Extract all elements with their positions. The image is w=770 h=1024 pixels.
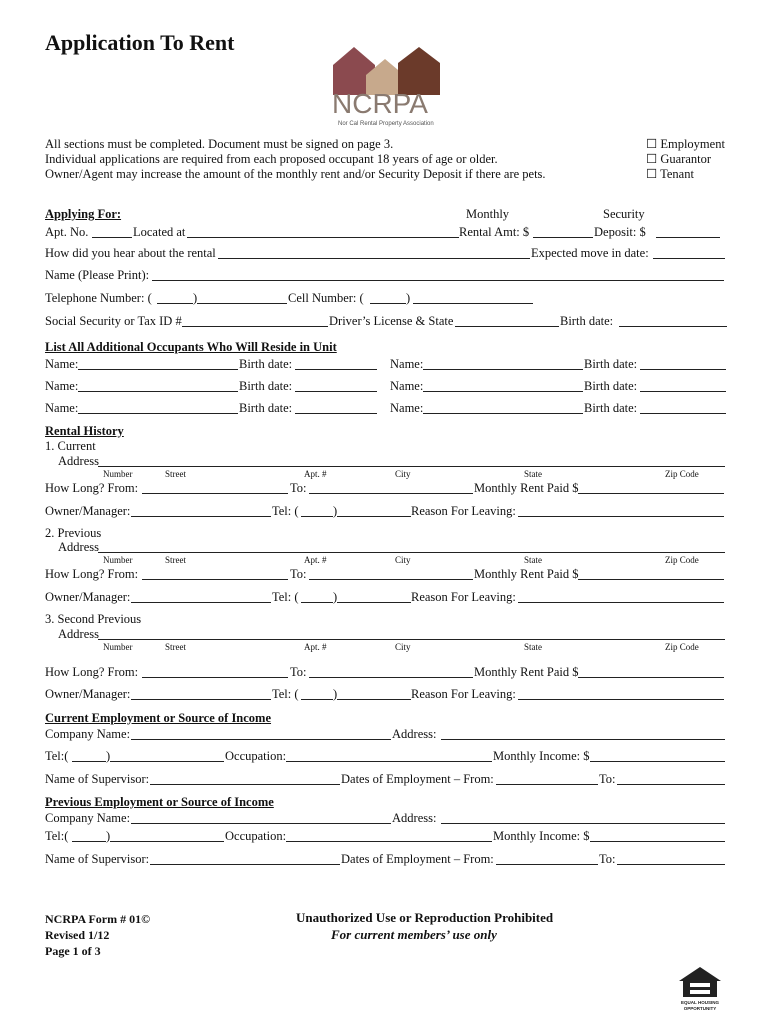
company-label: Company Name: bbox=[45, 727, 131, 741]
checkbox-tenant[interactable] bbox=[646, 167, 694, 181]
page-title: Application To Rent bbox=[45, 30, 235, 55]
how-long-to-field[interactable] bbox=[309, 481, 473, 494]
how-long-to-field[interactable] bbox=[309, 665, 473, 678]
owner-label: Owner/Manager: bbox=[45, 504, 131, 518]
unauthorized-notice: Unauthorized Use or Reproduction Prohibited bbox=[296, 910, 554, 925]
occupants-heading: List All Additional Occupants Who Will Reside in Unit bbox=[45, 340, 337, 354]
previous-address-field[interactable] bbox=[98, 540, 725, 553]
col-apt: Apt. # bbox=[304, 642, 327, 652]
to-label: To: bbox=[290, 665, 307, 679]
rental-amt-label: Rental Amt: $ bbox=[459, 225, 530, 239]
checkbox-guarantor[interactable] bbox=[646, 152, 711, 166]
current-employment-heading: Current Employment or Source of Income bbox=[45, 711, 272, 725]
occupant-name-field[interactable] bbox=[423, 401, 583, 414]
previous-label: 2. Previous bbox=[45, 526, 102, 540]
cell-close: ) bbox=[406, 291, 411, 305]
apt-no-label: Apt. No. bbox=[45, 225, 89, 239]
reason-label: Reason For Leaving: bbox=[411, 504, 516, 518]
second-previous-label: 3. Second Previous bbox=[45, 612, 142, 626]
birth-label: Birth date: bbox=[560, 314, 614, 328]
logo-subtitle: Nor Cal Rental Property Association bbox=[338, 121, 434, 127]
telephone-close: ) bbox=[193, 291, 198, 305]
owner-tel-label: Tel: ( bbox=[272, 590, 299, 604]
owner-tel-close: ) bbox=[333, 590, 338, 604]
second-previous-address-field[interactable] bbox=[98, 627, 725, 640]
col-street: Street bbox=[165, 555, 186, 565]
occupant-birth-label: Birth date: bbox=[239, 357, 293, 371]
occupant-birth-field[interactable] bbox=[640, 401, 726, 414]
occupant-birth-label: Birth date: bbox=[584, 379, 638, 393]
eho-line-2: OPPORTUNITY bbox=[683, 1006, 717, 1011]
col-street: Street bbox=[165, 469, 186, 479]
col-city: City bbox=[395, 642, 411, 652]
owner-tel-close: ) bbox=[333, 687, 338, 701]
previous-employment-heading: Previous Employment or Source of Income bbox=[45, 795, 274, 809]
dates-from-field[interactable] bbox=[496, 772, 598, 785]
owner-tel-area-field[interactable] bbox=[301, 590, 333, 603]
ssn-field[interactable] bbox=[182, 314, 328, 327]
dates-to-label: To: bbox=[599, 852, 616, 866]
occupation-field[interactable] bbox=[286, 829, 492, 842]
occupant-name-label: Name: bbox=[45, 401, 79, 415]
deposit-field[interactable] bbox=[656, 225, 720, 238]
how-long-to-field[interactable] bbox=[309, 567, 473, 580]
occupation-field[interactable] bbox=[286, 749, 492, 762]
owner-field[interactable] bbox=[131, 687, 271, 700]
col-apt: Apt. # bbox=[304, 555, 327, 565]
how-long-from-field[interactable] bbox=[142, 665, 288, 678]
intro-line-3: Owner/Agent may increase the amount of the monthly rent and/or Security Deposit if there are pets. bbox=[45, 167, 546, 181]
company-address-field[interactable] bbox=[441, 811, 725, 824]
owner-tel-label: Tel: ( bbox=[272, 504, 299, 518]
occupant-name-label: Name: bbox=[45, 379, 79, 393]
owner-field[interactable] bbox=[131, 504, 271, 517]
dates-from-field[interactable] bbox=[496, 852, 598, 865]
supervisor-field[interactable] bbox=[150, 852, 340, 865]
col-street: Street bbox=[165, 642, 186, 652]
occupation-label: Occupation: bbox=[225, 749, 287, 763]
company-address-field[interactable] bbox=[441, 727, 725, 740]
checkbox-label: Guarantor bbox=[660, 152, 712, 166]
drivers-field[interactable] bbox=[455, 314, 559, 327]
occupant-birth-field[interactable] bbox=[295, 379, 377, 392]
located-at-label: Located at bbox=[133, 225, 186, 239]
located-at-field[interactable] bbox=[187, 225, 459, 238]
dates-to-field[interactable] bbox=[617, 852, 725, 865]
emp-tel-label: Tel:( bbox=[45, 829, 69, 843]
income-label: Monthly Income: $ bbox=[493, 829, 590, 843]
occupant-birth-field[interactable] bbox=[640, 357, 726, 370]
occupant-birth-field[interactable] bbox=[640, 379, 726, 392]
eho-line-1: EQUAL HOUSING bbox=[681, 1000, 719, 1005]
rental-amt-field[interactable] bbox=[533, 225, 593, 238]
supervisor-label: Name of Supervisor: bbox=[45, 772, 150, 786]
checkbox-label: Employment bbox=[660, 137, 725, 151]
equal-housing-icon bbox=[676, 966, 724, 1012]
rent-paid-field[interactable] bbox=[578, 567, 724, 580]
deposit-label: Deposit: $ bbox=[594, 225, 646, 239]
col-state: State bbox=[524, 469, 542, 479]
owner-tel-field[interactable] bbox=[337, 687, 411, 700]
name-field[interactable] bbox=[152, 268, 724, 281]
occupant-birth-label: Birth date: bbox=[584, 357, 638, 371]
rent-paid-field[interactable] bbox=[578, 665, 724, 678]
occupant-name-label: Name: bbox=[45, 357, 79, 371]
intro-line-2: Individual applications are required from each proposed occupant 18 years of age or older. bbox=[45, 152, 498, 166]
checkbox-icon: ☐ bbox=[646, 137, 658, 151]
owner-label: Owner/Manager: bbox=[45, 590, 131, 604]
applying-heading: Applying For: bbox=[45, 207, 122, 221]
security-label: Security bbox=[603, 207, 645, 221]
col-zip: Zip Code bbox=[665, 642, 699, 652]
telephone-field[interactable] bbox=[197, 291, 287, 304]
col-zip: Zip Code bbox=[665, 469, 699, 479]
occupant-name-label: Name: bbox=[390, 379, 424, 393]
occupant-name-field[interactable] bbox=[78, 379, 238, 392]
address-label: Address bbox=[58, 627, 99, 641]
checkbox-icon: ☐ bbox=[646, 167, 658, 181]
owner-tel-close: ) bbox=[333, 504, 338, 518]
occupant-birth-field[interactable] bbox=[295, 401, 377, 414]
occupant-name-field[interactable] bbox=[78, 357, 238, 370]
how-long-label: How Long? From: bbox=[45, 481, 139, 495]
col-number: Number bbox=[103, 642, 133, 652]
occupation-label: Occupation: bbox=[225, 829, 287, 843]
birth-field[interactable] bbox=[619, 314, 727, 327]
expected-move-label: Expected move in date: bbox=[531, 246, 649, 260]
current-address-field[interactable] bbox=[98, 454, 725, 467]
how-long-label: How Long? From: bbox=[45, 665, 139, 679]
income-field[interactable] bbox=[590, 749, 725, 762]
expected-move-field[interactable] bbox=[653, 246, 725, 259]
page-number: Page 1 of 3 bbox=[45, 944, 101, 958]
reason-label: Reason For Leaving: bbox=[411, 590, 516, 604]
how-long-label: How Long? From: bbox=[45, 567, 139, 581]
occupant-name-label: Name: bbox=[390, 401, 424, 415]
rent-paid-label: Monthly Rent Paid $ bbox=[474, 567, 579, 581]
company-label: Company Name: bbox=[45, 811, 131, 825]
form-number: NCRPA Form # 01© bbox=[45, 912, 151, 926]
dates-to-field[interactable] bbox=[617, 772, 725, 785]
checkbox-icon: ☐ bbox=[646, 152, 658, 166]
col-zip: Zip Code bbox=[665, 555, 699, 565]
reason-label: Reason For Leaving: bbox=[411, 687, 516, 701]
occupant-name-field[interactable] bbox=[423, 379, 583, 392]
cell-label: Cell Number: ( bbox=[288, 291, 364, 305]
rent-paid-field[interactable] bbox=[578, 481, 724, 494]
how-hear-label: How did you hear about the rental bbox=[45, 246, 216, 260]
members-notice: For current members’ use only bbox=[331, 927, 497, 942]
occupant-birth-label: Birth date: bbox=[239, 379, 293, 393]
how-hear-field[interactable] bbox=[218, 246, 530, 259]
income-field[interactable] bbox=[590, 829, 725, 842]
company-address-label: Address: bbox=[392, 727, 437, 741]
emp-tel-area-field[interactable] bbox=[72, 749, 106, 762]
logo-acronym: NCRPA bbox=[332, 88, 428, 119]
owner-tel-field[interactable] bbox=[337, 504, 411, 517]
how-long-from-field[interactable] bbox=[142, 567, 288, 580]
rent-paid-label: Monthly Rent Paid $ bbox=[474, 665, 579, 679]
cell-field[interactable] bbox=[413, 291, 533, 304]
emp-tel-close: ) bbox=[106, 749, 111, 763]
col-city: City bbox=[395, 555, 411, 565]
ssn-label: Social Security or Tax ID # bbox=[45, 314, 182, 328]
emp-tel-label: Tel:( bbox=[45, 749, 69, 763]
reason-field[interactable] bbox=[518, 590, 724, 603]
owner-tel-field[interactable] bbox=[337, 590, 411, 603]
how-long-from-field[interactable] bbox=[142, 481, 288, 494]
col-state: State bbox=[524, 642, 542, 652]
address-label: Address bbox=[58, 540, 99, 554]
owner-tel-label: Tel: ( bbox=[272, 687, 299, 701]
emp-tel-close: ) bbox=[106, 829, 111, 843]
owner-tel-area-field[interactable] bbox=[301, 687, 333, 700]
occupant-name-field[interactable] bbox=[423, 357, 583, 370]
to-label: To: bbox=[290, 567, 307, 581]
drivers-label: Driver’s License & State bbox=[329, 314, 454, 328]
col-number: Number bbox=[103, 555, 133, 565]
checkbox-label: Tenant bbox=[660, 167, 694, 181]
col-city: City bbox=[395, 469, 411, 479]
company-field[interactable] bbox=[131, 811, 391, 824]
supervisor-label: Name of Supervisor: bbox=[45, 852, 150, 866]
dates-from-label: Dates of Employment – From: bbox=[341, 852, 494, 866]
col-number: Number bbox=[103, 469, 133, 479]
checkbox-employment[interactable] bbox=[646, 137, 725, 151]
occupant-name-field[interactable] bbox=[78, 401, 238, 414]
owner-tel-area-field[interactable] bbox=[301, 504, 333, 517]
reason-field[interactable] bbox=[518, 504, 724, 517]
supervisor-field[interactable] bbox=[150, 772, 340, 785]
emp-tel-field[interactable] bbox=[110, 749, 224, 762]
telephone-area-field[interactable] bbox=[157, 291, 193, 304]
intro-line-1: All sections must be completed. Document must be signed on page 3. bbox=[45, 137, 394, 151]
emp-tel-field[interactable] bbox=[110, 829, 224, 842]
col-state: State bbox=[524, 555, 542, 565]
owner-label: Owner/Manager: bbox=[45, 687, 131, 701]
name-label: Name (Please Print): bbox=[45, 268, 150, 282]
occupant-birth-field[interactable] bbox=[295, 357, 377, 370]
occupant-birth-label: Birth date: bbox=[239, 401, 293, 415]
to-label: To: bbox=[290, 481, 307, 495]
cell-area-field[interactable] bbox=[370, 291, 406, 304]
revised-date: Revised 1/12 bbox=[45, 928, 110, 942]
rental-history-heading: Rental History bbox=[45, 424, 124, 438]
dates-to-label: To: bbox=[599, 772, 616, 786]
rent-paid-label: Monthly Rent Paid $ bbox=[474, 481, 579, 495]
occupant-name-label: Name: bbox=[390, 357, 424, 371]
reason-field[interactable] bbox=[518, 687, 724, 700]
address-label: Address bbox=[58, 454, 99, 468]
income-label: Monthly Income: $ bbox=[493, 749, 590, 763]
emp-tel-area-field[interactable] bbox=[72, 829, 106, 842]
company-address-label: Address: bbox=[392, 811, 437, 825]
current-label: 1. Current bbox=[45, 439, 96, 453]
col-apt: Apt. # bbox=[304, 469, 327, 479]
ncrpa-logo bbox=[330, 45, 450, 130]
occupant-birth-label: Birth date: bbox=[584, 401, 638, 415]
monthly-label: Monthly bbox=[466, 207, 510, 221]
owner-field[interactable] bbox=[131, 590, 271, 603]
company-field[interactable] bbox=[131, 727, 391, 740]
apt-no-field[interactable] bbox=[92, 225, 132, 238]
telephone-label: Telephone Number: ( bbox=[45, 291, 152, 305]
dates-from-label: Dates of Employment – From: bbox=[341, 772, 494, 786]
